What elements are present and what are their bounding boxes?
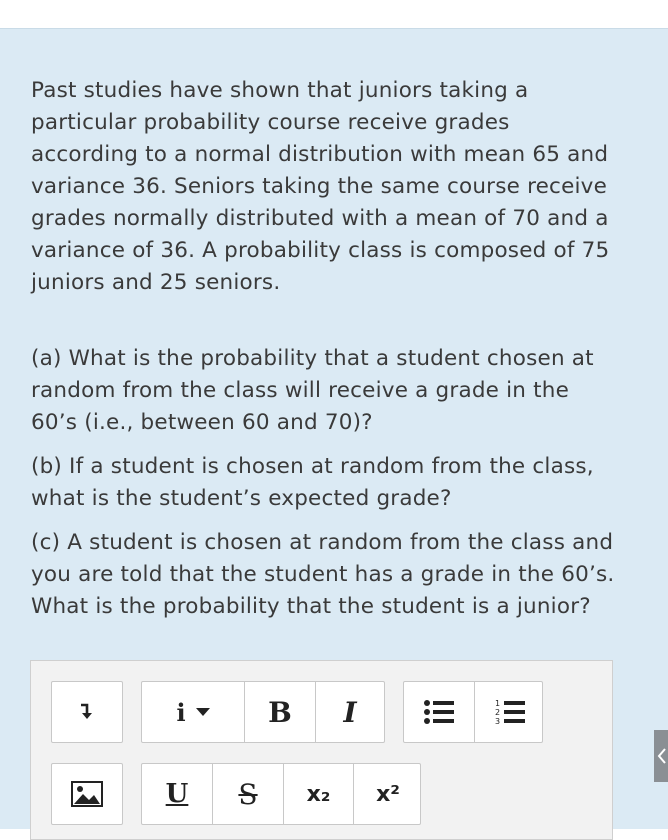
text-style-group	[141, 763, 421, 825]
image-icon	[71, 781, 103, 807]
numbered-list-icon	[495, 699, 525, 726]
underline-label: U	[165, 779, 189, 809]
bullet-list-icon	[424, 700, 454, 724]
bold-label: B	[268, 695, 292, 729]
numbered-list-digit: 1	[494, 698, 500, 708]
strikethrough-label: S	[238, 777, 258, 811]
italic-button[interactable]	[316, 682, 384, 742]
format-group	[141, 681, 385, 743]
question-intro: Past studies have shown that juniors taking a particular probability course receive grades according to a normal distribution with mean 65 and variance 36. Seniors taking the same course receive grades normally distributed with a mean of 70 and a variance of 36. A probability class is composed of 75 juniors and 25 seniors.	[31, 78, 610, 295]
italic-label: I	[343, 695, 357, 729]
bold-button[interactable]	[245, 682, 315, 742]
superscript-label: x²	[376, 781, 400, 807]
numbered-list-digit: 2	[494, 707, 500, 717]
dropdown-caret-icon	[196, 708, 210, 716]
insert-image-button[interactable]	[51, 763, 123, 825]
subscript-label: x₂	[306, 781, 331, 807]
chevron-left-icon	[657, 748, 667, 764]
question-part-b: (b) If a student is chosen at random from the class, what is the student’s expected grade?	[31, 454, 594, 511]
info-dropdown[interactable]	[142, 682, 244, 742]
strikethrough-button[interactable]	[213, 764, 283, 824]
list-group	[403, 681, 543, 743]
answer-editor	[30, 660, 613, 840]
bullet-list-button[interactable]	[404, 682, 474, 742]
underline-button[interactable]	[142, 764, 212, 824]
numbered-list-button[interactable]	[475, 682, 544, 742]
side-panel-toggle[interactable]	[654, 730, 668, 782]
subscript-button[interactable]	[284, 764, 353, 824]
info-icon: i	[176, 697, 186, 727]
superscript-button[interactable]	[354, 764, 422, 824]
numbered-list-digit: 3	[494, 716, 500, 726]
insert-button[interactable]	[51, 681, 123, 743]
question-part-c: (c) A student is chosen at random from the class and you are told that the student has a grade in the 60’s. What is the probability that the student is a junior?	[31, 530, 615, 619]
insert-arrow-icon	[80, 703, 94, 721]
question-part-a: (a) What is the probability that a student chosen at random from the class will receive a grade in the 60’s (i.e., between 60 and 70)?	[31, 346, 594, 435]
